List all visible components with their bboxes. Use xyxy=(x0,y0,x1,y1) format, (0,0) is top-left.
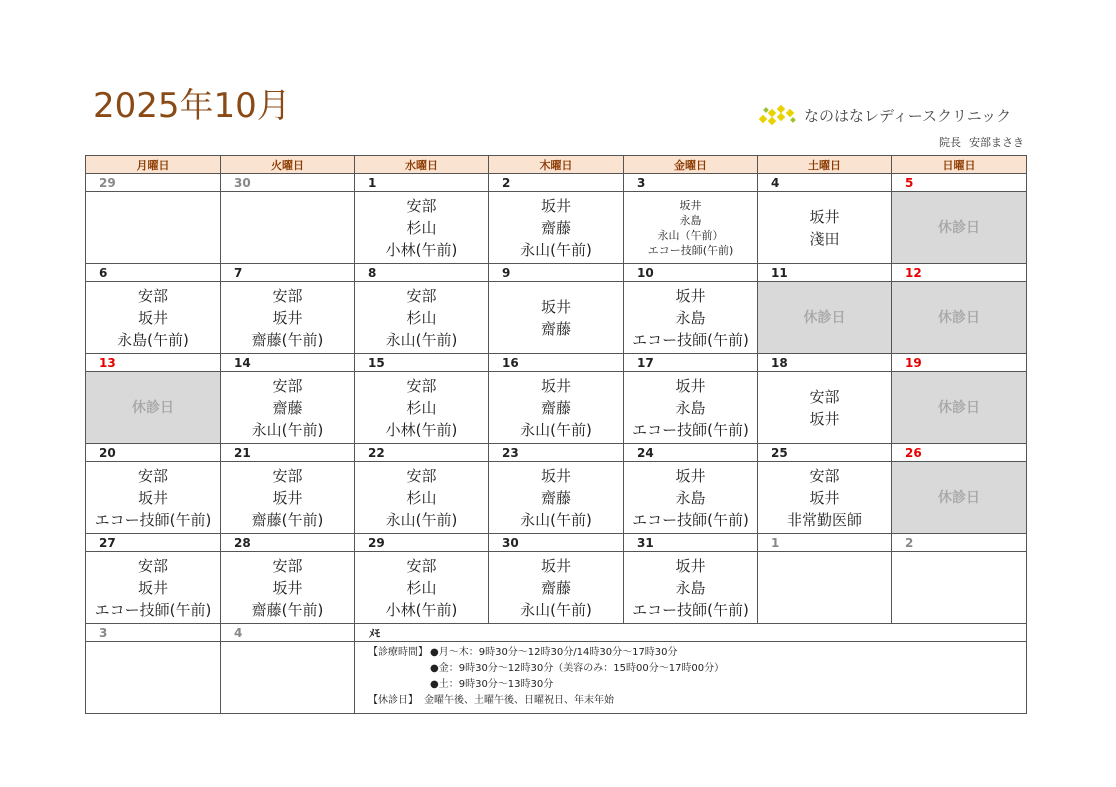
director-line xyxy=(939,134,1024,150)
date-number: 18 xyxy=(758,354,892,372)
schedule-cell xyxy=(355,282,489,354)
date-number: 7 xyxy=(221,264,355,282)
schedule-cell xyxy=(355,552,489,624)
staff-name: 永山(午前) xyxy=(520,510,592,529)
staff-name: 坂井 xyxy=(272,488,303,507)
date-number: 10 xyxy=(624,264,758,282)
date-number: 12 xyxy=(892,264,1027,282)
hours-line xyxy=(368,661,1026,677)
hours-text: ●土：9時30分～13時30分 xyxy=(430,679,554,690)
date-number: 22 xyxy=(355,444,489,462)
closed-day-cell xyxy=(892,372,1027,444)
staff-name: 坂井 xyxy=(540,556,571,575)
hours-line xyxy=(368,645,1026,661)
staff-name: 杉山 xyxy=(406,218,437,237)
date-number-row xyxy=(86,264,1027,282)
closed-days-line xyxy=(368,693,1026,709)
date-number-row xyxy=(86,534,1027,552)
staff-name: 永島 xyxy=(675,398,706,417)
date-number: 26 xyxy=(892,444,1027,462)
date-number: 4 xyxy=(758,174,892,192)
closed-days-text: 金曜午後、土曜午後、日曜祝日、年末年始 xyxy=(424,695,614,706)
staff-name: 杉山 xyxy=(406,398,437,417)
schedule-cell xyxy=(355,462,489,534)
staff-name: 安部 xyxy=(272,466,303,485)
closed-label: 休診日 xyxy=(803,309,846,326)
hours-label xyxy=(368,677,430,693)
schedule-row xyxy=(86,372,1027,444)
schedule-cell xyxy=(86,552,221,624)
staff-name: 永島 xyxy=(675,308,706,327)
schedule-cell xyxy=(489,552,624,624)
staff-name: 坂井 xyxy=(675,556,706,575)
date-number: 3 xyxy=(86,624,221,642)
closed-days-label: 【休診日】 xyxy=(368,695,418,706)
weekday-header: 木曜日 xyxy=(489,156,624,174)
staff-name: 安部 xyxy=(272,286,303,305)
date-number: 4 xyxy=(221,624,355,642)
clinic-logo xyxy=(758,104,1011,126)
staff-name: 齋藤(午前) xyxy=(251,510,324,529)
memo-row xyxy=(86,642,1027,714)
staff-name: 永山(午前) xyxy=(520,420,592,439)
staff-name: 齋藤 xyxy=(540,319,571,338)
staff-name: 坂井 xyxy=(675,376,706,395)
closed-label: 休診日 xyxy=(938,219,980,236)
staff-name: エコー技師(午前) xyxy=(632,510,749,529)
schedule-cell xyxy=(892,552,1027,624)
staff-name: 安部 xyxy=(406,466,437,485)
schedule-cell xyxy=(489,282,624,354)
staff-name: 齋藤(午前) xyxy=(251,600,324,619)
schedule-cell xyxy=(355,372,489,444)
schedule-cell xyxy=(624,462,758,534)
schedule-cell xyxy=(86,192,221,264)
staff-name: 永島 xyxy=(675,488,706,507)
memo-box xyxy=(355,642,1027,714)
calendar-table xyxy=(85,155,1027,714)
staff-name: 安部 xyxy=(272,556,303,575)
staff-name: 坂井 xyxy=(540,466,571,485)
staff-name: 坂井 xyxy=(137,578,168,597)
schedule-row xyxy=(86,462,1027,534)
staff-name: 坂井 xyxy=(137,308,168,327)
staff-name: 永山(午前) xyxy=(385,330,458,349)
rapeseed-flower-icon xyxy=(758,104,798,126)
staff-name: 安部 xyxy=(406,286,437,305)
staff-name: 小林(午前) xyxy=(385,420,458,439)
closed-label: 休診日 xyxy=(938,489,980,506)
staff-name: 坂井 xyxy=(272,578,303,597)
staff-name: 坂井 xyxy=(540,196,571,215)
staff-name: 坂井 xyxy=(675,466,706,485)
staff-name: 坂井 xyxy=(679,198,702,212)
staff-name: 永島 xyxy=(675,578,706,597)
date-number: 30 xyxy=(489,534,624,552)
schedule-cell xyxy=(489,372,624,444)
closed-day-cell xyxy=(892,192,1027,264)
staff-name: 坂井 xyxy=(540,376,571,395)
staff-name: 坂井 xyxy=(809,409,840,428)
closed-day-cell xyxy=(758,282,892,354)
date-number-row xyxy=(86,174,1027,192)
hours-text: ●月～木：9時30分～12時30分/14時30分～17時30分 xyxy=(430,647,678,658)
staff-name: 坂井 xyxy=(809,488,840,507)
schedule-cell xyxy=(221,462,355,534)
staff-name: 齋藤 xyxy=(540,398,571,417)
staff-name: 安部 xyxy=(137,466,168,485)
closed-day-cell xyxy=(892,462,1027,534)
staff-name: 齋藤(午前) xyxy=(251,330,324,349)
staff-name: 安部 xyxy=(406,556,437,575)
date-number: 27 xyxy=(86,534,221,552)
schedule-cell xyxy=(758,552,892,624)
date-number: 15 xyxy=(355,354,489,372)
schedule-cell xyxy=(489,192,624,264)
date-number: 1 xyxy=(355,174,489,192)
hours-label xyxy=(368,661,430,677)
date-number: 31 xyxy=(624,534,758,552)
schedule-cell xyxy=(624,282,758,354)
staff-name: 坂井 xyxy=(675,286,706,305)
weekday-header: 月曜日 xyxy=(86,156,221,174)
schedule-cell xyxy=(624,372,758,444)
staff-name: 小林(午前) xyxy=(385,600,458,619)
date-number: 6 xyxy=(86,264,221,282)
staff-name: 安部 xyxy=(137,286,168,305)
staff-name: 杉山 xyxy=(406,488,437,507)
empty-cell xyxy=(221,642,355,714)
date-number-row xyxy=(86,624,1027,642)
weekday-header: 金曜日 xyxy=(624,156,758,174)
staff-name: 坂井 xyxy=(137,488,168,507)
staff-name: 坂井 xyxy=(809,207,840,226)
schedule-cell xyxy=(758,462,892,534)
date-number: 19 xyxy=(892,354,1027,372)
date-number: 2 xyxy=(892,534,1027,552)
date-number: 3 xyxy=(624,174,758,192)
date-number: 20 xyxy=(86,444,221,462)
schedule-cell xyxy=(758,372,892,444)
schedule-cell xyxy=(624,192,758,264)
hours-label: 【診療時間】 xyxy=(368,647,428,658)
staff-name: 坂井 xyxy=(540,297,571,316)
staff-name: 齋藤 xyxy=(540,488,571,507)
date-number: 8 xyxy=(355,264,489,282)
date-number: 5 xyxy=(892,174,1027,192)
staff-name: エコー技師(午前) xyxy=(94,510,212,529)
staff-name: エコー技師(午前) xyxy=(632,420,749,439)
date-number: 2 xyxy=(489,174,624,192)
weekday-header: 土曜日 xyxy=(758,156,892,174)
date-number: 23 xyxy=(489,444,624,462)
staff-name: エコー技師(午前) xyxy=(632,330,749,349)
date-number: 24 xyxy=(624,444,758,462)
closed-day-cell xyxy=(892,282,1027,354)
staff-name: 齋藤 xyxy=(540,218,571,237)
date-number-row xyxy=(86,444,1027,462)
date-number: 16 xyxy=(489,354,624,372)
clinic-name: なのはなレディースクリニック xyxy=(804,106,1012,125)
memo-label: ﾒﾓ xyxy=(355,624,1027,642)
date-number: 28 xyxy=(221,534,355,552)
staff-name: 安部 xyxy=(809,387,840,406)
date-number: 11 xyxy=(758,264,892,282)
staff-name: 安部 xyxy=(406,376,437,395)
closed-label: 休診日 xyxy=(132,399,174,416)
director-label: 院長 xyxy=(939,136,961,149)
schedule-cell xyxy=(221,372,355,444)
staff-name: 安部 xyxy=(137,556,168,575)
date-number: 21 xyxy=(221,444,355,462)
date-number: 9 xyxy=(489,264,624,282)
staff-name: 齋藤 xyxy=(540,578,571,597)
hours-line xyxy=(368,677,1026,693)
schedule-row xyxy=(86,282,1027,354)
page-title: 2025年10月 xyxy=(93,86,291,126)
staff-name: 永山(午前) xyxy=(251,420,324,439)
staff-name: 永山(午前) xyxy=(520,240,592,259)
date-number-row xyxy=(86,354,1027,372)
schedule-cell xyxy=(86,462,221,534)
schedule-cell xyxy=(221,192,355,264)
staff-name: 永山(午前) xyxy=(385,510,458,529)
staff-name: エコー技師(午前) xyxy=(647,243,734,257)
schedule-cell xyxy=(355,192,489,264)
staff-name: エコー技師(午前) xyxy=(632,600,749,619)
date-number: 25 xyxy=(758,444,892,462)
staff-name: 杉山 xyxy=(406,308,437,327)
date-number: 14 xyxy=(221,354,355,372)
date-number: 30 xyxy=(221,174,355,192)
staff-name: 淺田 xyxy=(809,229,840,248)
staff-name: エコー技師(午前) xyxy=(94,600,212,619)
date-number: 13 xyxy=(86,354,221,372)
director-name: 安部まさき xyxy=(969,136,1024,149)
closed-day-cell xyxy=(86,372,221,444)
schedule-row xyxy=(86,552,1027,624)
staff-name: 安部 xyxy=(272,376,303,395)
weekday-header: 火曜日 xyxy=(221,156,355,174)
schedule-row xyxy=(86,192,1027,264)
schedule-cell xyxy=(221,552,355,624)
staff-name: 齋藤 xyxy=(272,398,303,417)
staff-name: 永島 xyxy=(679,213,702,227)
date-number: 29 xyxy=(355,534,489,552)
closed-label: 休診日 xyxy=(938,399,980,416)
weekday-header: 水曜日 xyxy=(355,156,489,174)
empty-cell xyxy=(86,642,221,714)
hours-text: ●金：9時30分～12時30分（美容のみ：15時00分～17時00分） xyxy=(430,663,725,674)
date-number: 29 xyxy=(86,174,221,192)
staff-name: 坂井 xyxy=(272,308,303,327)
schedule-cell xyxy=(489,462,624,534)
staff-name: 永山(午前) xyxy=(520,600,592,619)
schedule-cell xyxy=(221,282,355,354)
schedule-cell xyxy=(624,552,758,624)
staff-name: 安部 xyxy=(809,466,840,485)
schedule-cell xyxy=(86,282,221,354)
staff-name: 杉山 xyxy=(406,578,437,597)
date-number: 17 xyxy=(624,354,758,372)
staff-name: 非常勤医師 xyxy=(786,510,862,529)
date-number: 1 xyxy=(758,534,892,552)
staff-name: 小林(午前) xyxy=(385,240,458,259)
staff-name: 永島(午前) xyxy=(117,330,189,349)
weekday-header: 日曜日 xyxy=(892,156,1027,174)
closed-label: 休診日 xyxy=(938,309,980,326)
staff-name: 安部 xyxy=(406,196,437,215)
schedule-cell xyxy=(758,192,892,264)
weekday-header-row xyxy=(86,156,1027,174)
staff-name: 永山（午前） xyxy=(657,228,724,242)
